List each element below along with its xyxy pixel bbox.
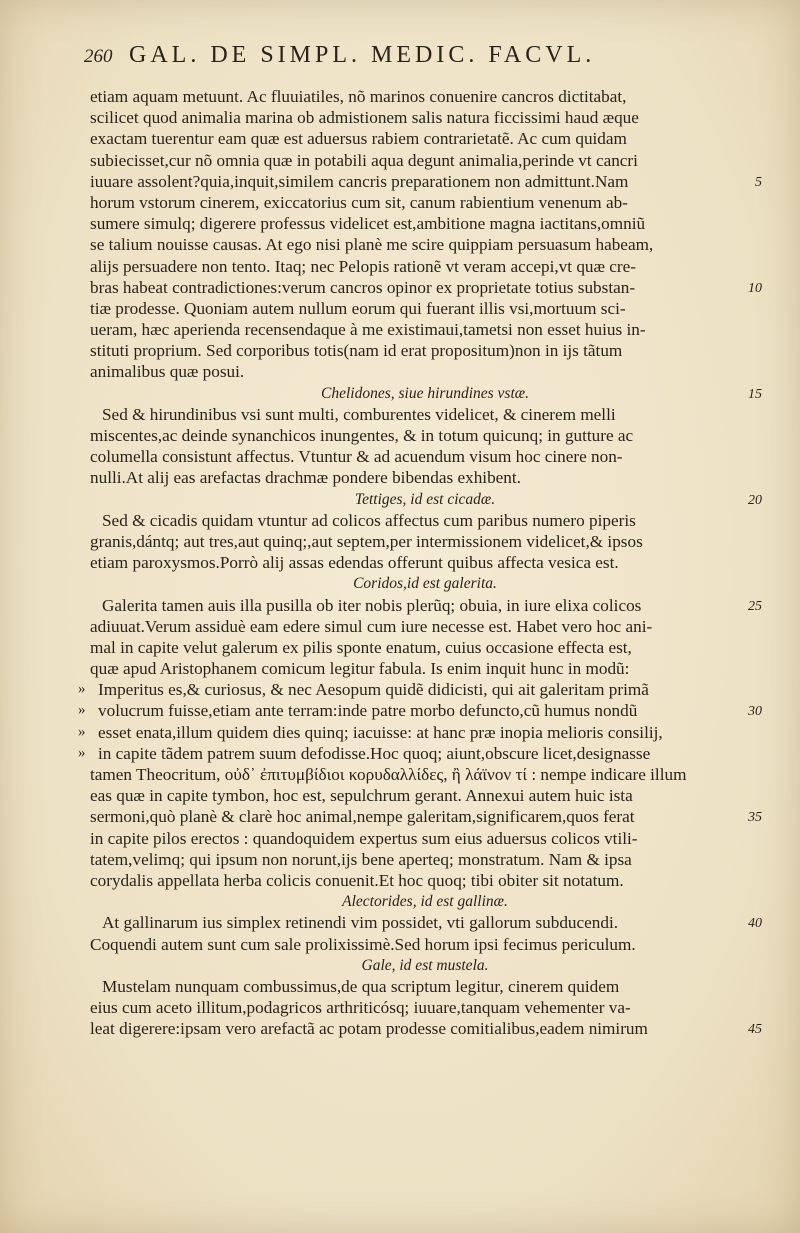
line-text: esset enata,illum quidem dies quinq; iacuisse: at hanc præ inopia melioris consilij, (98, 722, 663, 742)
text-line (90, 616, 760, 637)
line-text: mal in capite velut galerum ex pilis sponte enatum, cuius occasione effecta est, (90, 637, 632, 657)
text-line (90, 764, 760, 785)
text-line (90, 467, 760, 488)
text-line (90, 595, 760, 616)
line-text: etiam paroxysmos.Porrò alij assas edendas offerunt quibus affecta vesica est. (90, 553, 619, 573)
text-line (90, 192, 760, 213)
line-text: Mustelam nunquam combussimus,de qua scriptum legitur, cinerem quidem (102, 976, 620, 996)
text-line (90, 806, 760, 827)
section-heading (90, 489, 760, 510)
line-text: At gallinarum ius simplex retinendi vim possidet, vti gallorum subducendi. (102, 913, 619, 933)
text-line (90, 849, 760, 870)
line-text: nulli.At alij eas arefactas drachmæ pondere bibendas exhibent. (90, 468, 521, 488)
line-text: horum vstorum cinerem, exiccatorius cum sit, canum rabientium venenum ab- (90, 192, 628, 212)
line-number: 5 (755, 174, 762, 190)
text-line (90, 150, 760, 171)
text-line (90, 340, 760, 361)
text-line (90, 404, 760, 425)
line-text: corydalis appellata herba colicis conuenit.Et hoc quoq; tibi obiter sit notatum. (90, 870, 624, 890)
running-title: GAL. DE SIMPL. MEDIC. FACVL. (129, 42, 596, 68)
quote-mark: » (78, 744, 86, 761)
line-text: Sed & cicadis quidam vtuntur ad colicos affectus cum paribus numero piperis (102, 510, 636, 530)
line-text: bras habeat contradictiones:verum cancros opinor ex proprietate totius substan- (90, 277, 636, 297)
line-number: 30 (748, 704, 762, 720)
text-line (90, 234, 760, 255)
text-line (90, 912, 760, 933)
line-text: Galerita tamen auis illa pusilla ob iter nobis plerũq; obuia, in iure elixa colicos (102, 595, 642, 615)
line-text: in capite pilos erectos : quandoquidem expertus sum eius aduersus colicos vtili- (90, 828, 638, 848)
page-number: 260 (84, 46, 113, 67)
line-text: granis,dántq; aut tres,aut quinq;,aut septem,per intermissionem videlicet,& ipsos (90, 531, 643, 551)
text-line (90, 531, 760, 552)
text-line (90, 637, 760, 658)
text-line (90, 213, 760, 234)
text-line (90, 1018, 760, 1039)
text-line (90, 785, 760, 806)
text-line (90, 361, 760, 382)
text-line (78, 743, 760, 764)
section-heading (90, 573, 760, 594)
line-text: adiuuat.Verum assiduè eam edere simul cum iure necesse est. Habet vero hoc ani- (90, 616, 653, 636)
text-line (90, 128, 760, 149)
text-line (90, 319, 760, 340)
text-line (90, 446, 760, 467)
line-text: in capite tãdem patrem suum defodisse.Hoc quoq; aiunt,obscure licet,designasse (98, 743, 651, 763)
text-line (90, 997, 760, 1018)
line-text: tamen Theocritum, οὐδ᾽ ἐπιτυμβίδιοι κορυδαλλίδες, ἢ λάϊνον τί : nempe indicare illum (90, 765, 687, 784)
line-number: 40 (748, 916, 762, 932)
line-text: miscentes,ac deinde synanchicos inungentes, & in totum quicunq; in gutture ac (90, 426, 634, 445)
text-line (90, 425, 760, 446)
line-text: columella consistunt affectus. Vtuntur & ad acuendum visum hoc cinere non- (90, 447, 623, 467)
text-line (90, 256, 760, 277)
line-text: eas quæ in capite tymbon, hoc est, sepulchrum gerant. Annexui autem huic ista (90, 786, 633, 806)
line-number: 20 (748, 492, 762, 508)
section-heading (90, 891, 760, 912)
line-number: 10 (748, 280, 762, 296)
body-text (78, 86, 762, 1039)
line-text: quæ apud Aristophanem comicum legitur fabula. Is enim inquit hunc in modũ: (90, 659, 630, 679)
line-text: Coquendi autem sunt cum sale prolixissimè.Sed horum ipsi fecimus periculum. (90, 934, 636, 954)
line-text: etiam aquam metuunt. Ac fluuiatiles, nõ marinos conuenire cancros dictitabat, (90, 87, 627, 106)
text-line (90, 658, 760, 679)
line-text: animalibus quæ posui. (90, 362, 245, 382)
line-text: Sed & hirundinibus vsi sunt multi, comburentes videlicet, & cinerem melli (102, 404, 616, 424)
line-text: exactam tuerentur eam quæ est aduersus rabiem contrarietatẽ. Ac cum quidam (90, 129, 627, 149)
quote-mark: » (78, 702, 86, 719)
line-text: sermoni,quò planè & clarè hoc animal,nempe galeritam,significarem,quos ferat (90, 807, 635, 827)
running-header (84, 42, 734, 76)
line-text: leat digerere:ipsam vero arefactã ac potam prodesse comitialibus,eadem nimirum (90, 1019, 648, 1039)
line-text: volucrum fuisse,etiam ante terram:inde patre morbo defuncto,cũ humus nondũ (98, 701, 638, 721)
text-line (90, 976, 760, 997)
line-text: subiecisset,cur nõ omnia quæ in potabili aqua degunt animalia,perinde vt cancri (90, 150, 638, 170)
line-text: ueram, hæc aperienda recensendaque à me existimaui,tametsi non esset huius in- (90, 320, 646, 340)
line-text: Gale, id est mustela. (361, 956, 489, 974)
line-text: iuuare assolent?quia,inquit,similem cancris preparationem non admittunt.Nam (90, 171, 629, 191)
line-number: 15 (748, 386, 762, 402)
line-text: tatem,velimq; qui ipsum non norunt,ijs bene aperteq; monstratum. Nam & ipsa (90, 849, 632, 869)
text-line (90, 552, 760, 573)
line-number: 35 (748, 810, 762, 826)
line-number: 45 (748, 1022, 762, 1038)
text-line (78, 679, 760, 700)
line-text: Tettiges, id est cicadæ. (354, 490, 496, 508)
text-line (90, 510, 760, 531)
line-text: Imperitus es,& curiosus, & nec Aesopum quidẽ didicisti, qui ait galeritam primã (98, 680, 649, 700)
section-heading (90, 383, 760, 404)
line-number: 25 (748, 598, 762, 614)
quote-mark: » (78, 681, 86, 698)
line-text: alijs persuadere non tento. Itaq; nec Pelopis rationẽ vt veram accepi,vt quæ cre- (90, 256, 636, 276)
line-text: se talium nouisse causas. At ego nisi planè me scire quippiam persuasum habeam, (90, 235, 654, 255)
text-line (90, 107, 760, 128)
line-text: Chelidones, siue hirundines vstæ. (321, 384, 529, 402)
line-text: Coridos,id est galerita. (353, 575, 497, 593)
text-line (90, 86, 760, 107)
line-text: scilicet quod animalia marina ob admistionem salis natura ficcissimi haud æque (90, 108, 639, 128)
quote-mark: » (78, 723, 86, 740)
line-text: eius cum aceto illitum,podagricos arthriticósq; iuuare,tanquam vehementer va- (90, 998, 631, 1018)
text-line (90, 277, 760, 298)
text-line (78, 700, 762, 721)
line-text: stituti proprium. Sed corporibus totis(nam id erat propositum)non in ijs tãtum (90, 341, 623, 361)
section-heading (90, 955, 760, 976)
text-line (90, 828, 760, 849)
line-text: Alectorides, id est gallinæ. (342, 893, 508, 911)
text-line (90, 298, 760, 319)
text-line (90, 934, 760, 955)
text-line (90, 870, 760, 891)
text-line (78, 722, 760, 743)
line-text: tiæ prodesse. Quoniam autem nullum eorum qui fuerant illis vsi,mortuum sci- (90, 298, 626, 318)
text-line (90, 171, 760, 192)
line-text: sumere simulq; digerere professus videlicet est,ambitione magna iactitans,omniũ (90, 214, 646, 234)
